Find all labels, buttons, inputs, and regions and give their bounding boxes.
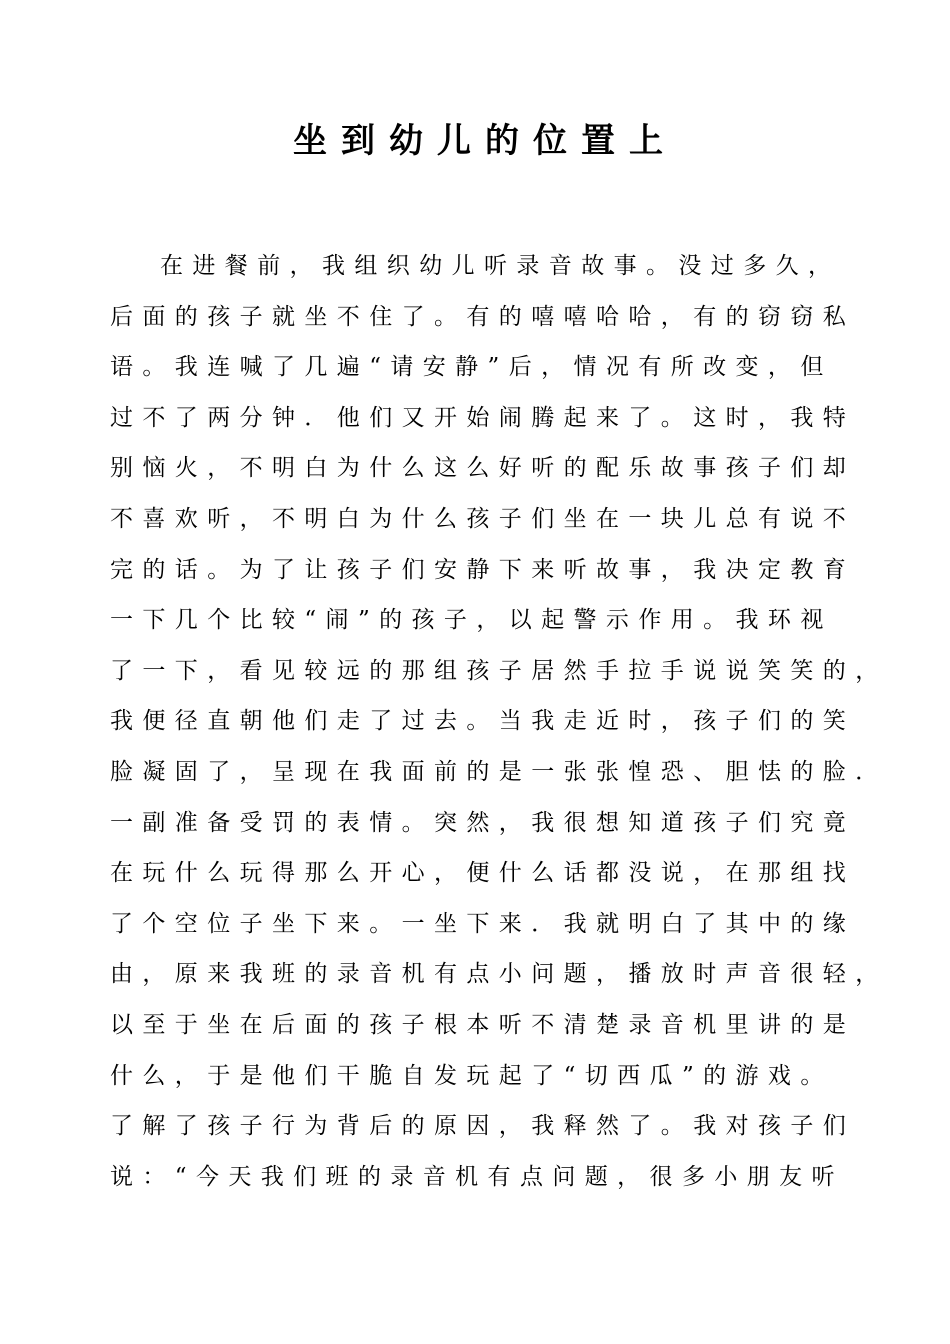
paragraph-line: 完的话。为了让孩子们安静下来听故事，我决定教育 — [110, 556, 856, 583]
paragraph-line: 别恼火，不明白为什么这么好听的配乐故事孩子们却 — [110, 455, 856, 482]
paragraph-line: 后面的孩子就坐不住了。有的嘻嘻哈哈，有的窃窃私 — [110, 303, 856, 330]
paragraph-line: 了个空位子坐下来。一坐下来．我就明白了其中的缘 — [110, 910, 856, 937]
paragraph-line: 以至于坐在后面的孩子根本听不清楚录音机里讲的是 — [110, 1011, 856, 1038]
paragraph-line: 在进餐前，我组织幼儿听录音故事。没过多久， — [160, 253, 841, 279]
paragraph-line: 说：“今天我们班的录音机有点问题，很多小朋友听 — [110, 1163, 844, 1190]
paragraph-line: 不喜欢听，不明白为什么孩子们坐在一块儿总有说不 — [110, 505, 856, 532]
paragraph-line: 在玩什么玩得那么开心，便什么话都没说，在那组找 — [110, 860, 856, 887]
paragraph-line: 一下几个比较“闹”的孩子，以起警示作用。我环视 — [110, 607, 833, 634]
paragraph-line: 由，原来我班的录音机有点小问题，播放时声音很轻， — [110, 961, 888, 988]
document-title: 坐到幼儿的位置上 — [293, 121, 677, 161]
paragraph-line: 语。我连喊了几遍“请安静”后，情况有所改变，但 — [110, 354, 833, 381]
document-body — [110, 246, 888, 1207]
paragraph-line: 脸凝固了，呈现在我面前的是一张张惶恐、胆怯的脸． — [110, 758, 888, 785]
paragraph-line: 了一下，看见较远的那组孩子居然手拉手说说笑笑的， — [110, 657, 888, 684]
paragraph-line: 我便径直朝他们走了过去。当我走近时，孩子们的笑 — [110, 708, 856, 735]
paragraph-line: 什么，于是他们干脆自发玩起了“切西瓜”的游戏。 — [110, 1062, 833, 1089]
paragraph-line: 了解了孩子行为背后的原因，我释然了。我对孩子们 — [110, 1113, 856, 1140]
paragraph-line: 过不了两分钟．他们又开始闹腾起来了。这时，我特 — [110, 404, 856, 431]
paragraph-line: 一副准备受罚的表情。突然，我很想知道孩子们究竟 — [110, 809, 856, 836]
